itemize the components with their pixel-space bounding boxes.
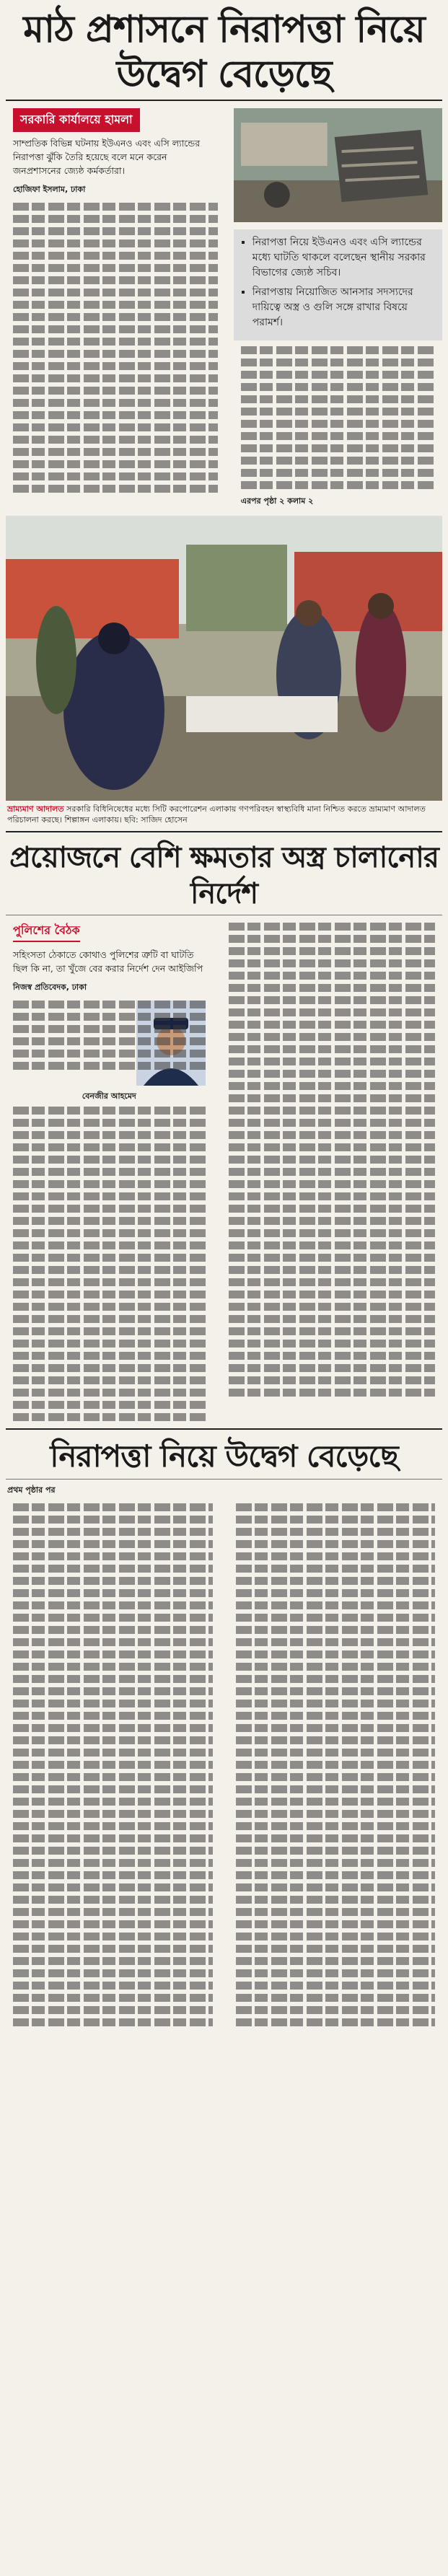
pullquote-item: ▪ নিরাপত্তায় নিয়োজিত আনসার সদস্যদের দায়িত্বে অস্ত্র ও গুলি সঙ্গে রাখার বিষয়ে পরামর্শ। [252,285,435,330]
story1-photo-caption [0,801,448,828]
story1-main-photo [6,516,442,801]
photo-caption-text: সরকারি বিধিনিষেধের মধ্যে সিটি করপোরেশন এলাকায় গণপরিবহন স্বাস্থ্যবিধি মানা নিশ্চিত করতে ভ্রাম্যমাণ আদালত পরিচালনা করছে। [7,804,426,825]
story1-jump: এরপর পৃষ্ঠা ২ কলাম ২ [240,496,314,506]
story1-headline: মাঠ প্রশাসনে নিরাপত্তা নিয়ে উদ্বেগ বেড়েছে [23,8,425,96]
story2-headline: প্রয়োজনে বেশি ক্ষমতার অস্ত্র চালানোর নির্দেশ [9,841,439,910]
photo-label: ভ্রাম্যমাণ আদালত [7,804,64,814]
divider [6,100,442,101]
story3-columns [0,1499,448,2031]
story2-columns [0,918,448,1425]
story1-top [0,104,448,510]
story1-body-col1 [6,203,225,493]
story1-byline: হোজিফা ইসলাম, ঢাকা [13,185,86,194]
story1-body-col2 [234,346,442,489]
story1-kicker: সরকারি কার্যালয়ে হামলা [13,108,140,132]
story3-headline: নিরাপত্তা নিয়ে উদ্বেগ বেড়েছে [50,1438,398,1474]
story2-byline: নিজস্ব প্রতিবেদক, ঢাকা [13,983,87,992]
story3-body-col1 [6,1499,220,2031]
story1-lede: সাম্প্রতিক বিভিন্ন ঘটনায় ইউএনও এবং এসি ল্যান্ডের নিরাপত্তা ঝুঁকি তৈরি হয়েছে বলে মনে করেন জনপ্রশাসনের জ্যেষ্ঠ কর্মকর্তারা। [13,138,201,176]
story1-inset-photo [234,108,442,222]
story2-lede: সহিংসতা ঠেকাতে কোথাও পুলিশের ত্রুটি বা ঘাটতি ছিল কি না, তা খুঁজে বের করার নির্দেশ দেন আইজিপি [13,949,203,974]
story2-body-col2 [221,918,443,1425]
divider [6,831,442,832]
portrait-name: বেনজীর আহমেদ [82,1091,136,1101]
story2-kicker: পুলিশের বৈঠক [13,921,80,942]
divider [6,1428,442,1430]
divider [6,1479,442,1480]
story2-body-col1 [6,1001,213,1421]
story3-body-col2 [229,1499,443,2031]
story3-jump-from: প্রথম পৃষ্ঠার পর [7,1485,56,1495]
pullquote-item: ▪ নিরাপত্তা নিয়ে ইউএনও এবং এসি ল্যান্ডের মধ্যে ঘাটতি থাকলে বলেছেন স্থানীয় সরকার বিভাগের জ্যেষ্ঠ সচিব। [252,235,435,281]
story1-pullquote [234,229,442,340]
photo-credit: শিল্পাঙ্গন এলাকায়। ছবি: সাজিদ হোসেন [64,815,188,825]
